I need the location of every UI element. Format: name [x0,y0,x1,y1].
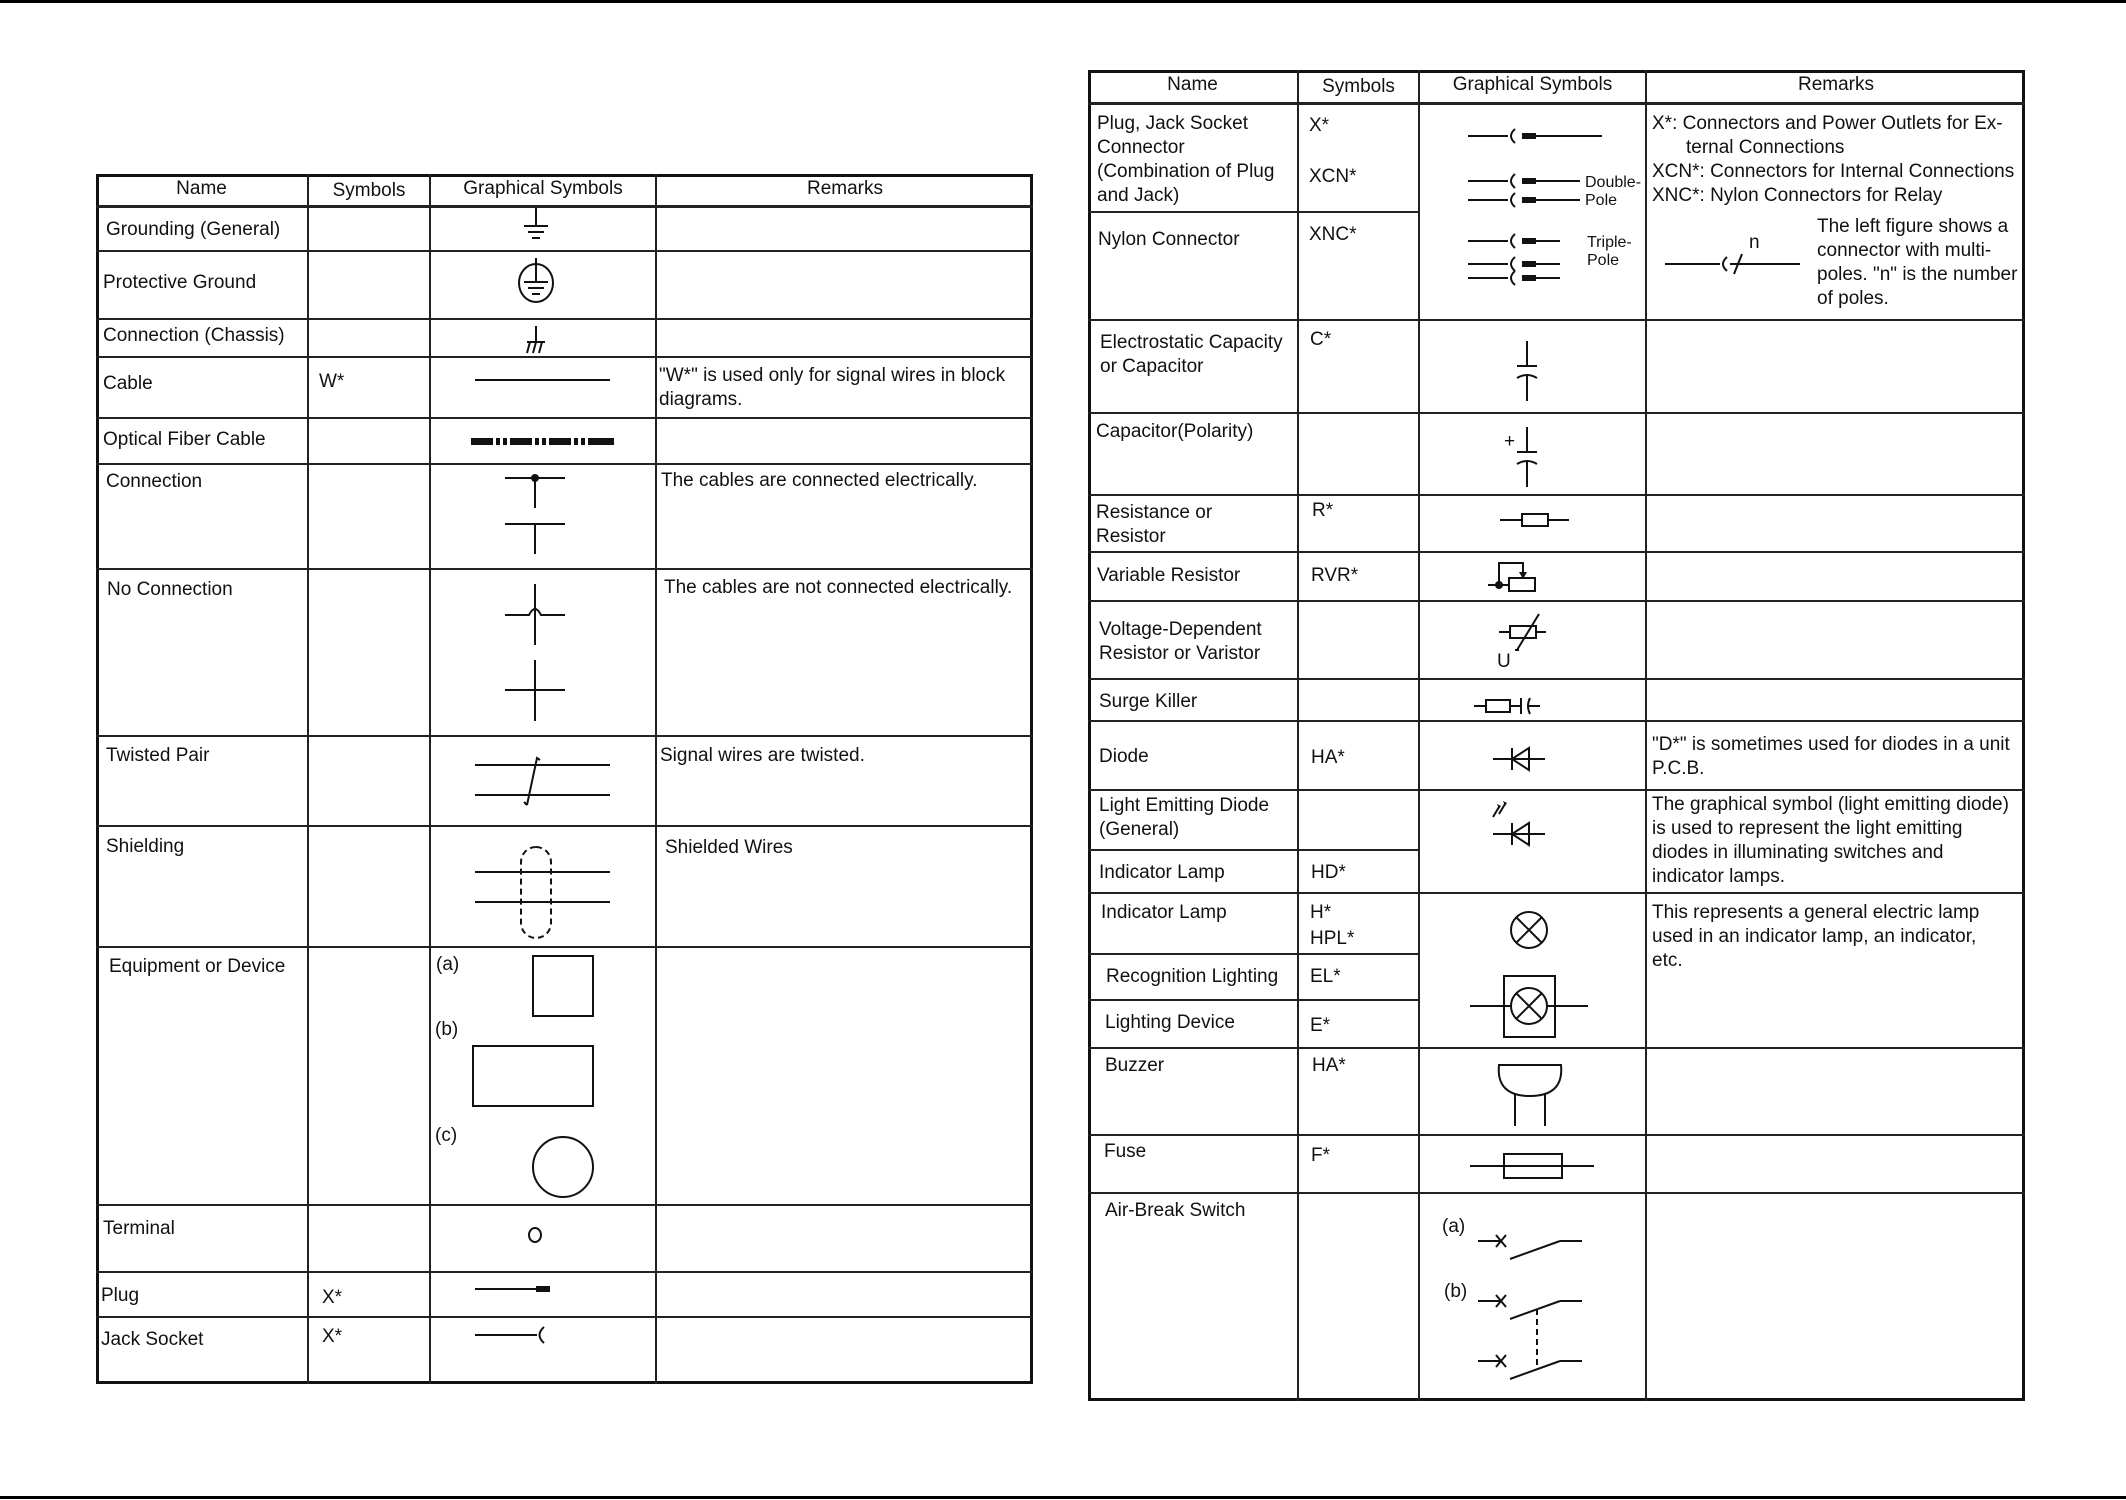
row-name: No Connection [107,579,233,600]
row-symbol: HPL* [1310,928,1355,949]
remark-line: XCN*: Connectors for Internal Connections [1652,161,2015,182]
equipment-label-b: (b) [435,1019,459,1040]
row-remark: "D*" is sometimes used for diodes in a unit P.C.B. [1652,734,2010,779]
double-pole-label [1585,174,1641,210]
equipment-label-a: (a) [436,954,460,975]
row-name: Connection (Chassis) [103,325,285,346]
row-symbol: HD* [1311,862,1346,883]
double-pole-label-1: Double- [1585,174,1642,191]
row-symbol: R* [1312,500,1334,521]
row-remark: The cables are not connected electrically. [664,577,1013,598]
header-graphical-symbols: Graphical Symbols [1452,74,1613,95]
row-name: Voltage-Dependent Resistor or Varistor [1099,619,1262,664]
row-name: Plug, Jack Socket Connector (Combination of Plug and Jack) [1097,113,1275,206]
row-symbol: H* [1310,902,1332,923]
header-remarks: Remarks [1797,74,1874,95]
double-pole-label-2: Pole [1585,192,1618,209]
row-name: Lighting Device [1105,1012,1235,1033]
multipole-remark: The left figure shows a connector with multi-poles. "n" is the number of poles. [1817,216,2018,309]
row-name: Equipment or Device [109,956,286,977]
triple-pole-label-1: Triple- [1587,234,1632,251]
row-symbol: C* [1310,329,1332,350]
remark-line: XNC*: Nylon Connectors for Relay [1652,185,1943,206]
row-name: Terminal [103,1218,175,1239]
row-name: Surge Killer [1099,691,1198,712]
connector-remark [1652,112,2022,208]
row-name: Recognition Lighting [1106,966,1279,987]
equipment-label-c: (c) [435,1125,458,1146]
row-name: Optical Fiber Cable [103,429,266,450]
poles-n-label: n [1749,232,1760,253]
row-symbol: X* [1309,115,1330,136]
row-symbol: HA* [1312,1055,1346,1076]
header-name: Name [1167,74,1218,95]
remark-line: X*: Connectors and Power Outlets for Ex- [1652,113,2003,134]
row-name: Protective Ground [103,272,257,293]
row-remark: Signal wires are twisted. [660,745,865,766]
row-remark: "W*" is used only for signal wires in block diagrams. [659,365,1006,410]
row-name: Fuse [1104,1141,1147,1162]
header-graphical-symbols: Graphical Symbols [463,178,623,199]
row-name: Light Emitting Diode (General) [1099,795,1270,840]
row-symbol: XNC* [1309,224,1357,245]
triple-pole-label-2: Pole [1587,252,1620,269]
row-name: Indicator Lamp [1101,902,1227,923]
air-break-switch-a-icon [0,0,1,1]
row-name: Nylon Connector [1098,229,1240,250]
row-name: Diode [1099,746,1149,767]
triple-pole-label [1587,234,1632,270]
row-name: Air-Break Switch [1105,1200,1246,1221]
row-remark: This represents a general electric lamp used in an indicator lamp, an indicator, etc. [1652,902,1980,971]
row-name: Electrostatic Capacity or Capacitor [1100,332,1283,377]
top-rule [0,0,2126,3]
varistor-u-label: U [1497,651,1511,672]
row-symbol: W* [319,371,345,392]
row-name: Jack Socket [101,1329,204,1350]
row-name: Twisted Pair [106,745,210,766]
row-symbol: X* [322,1287,343,1308]
row-name: Grounding (General) [106,219,281,240]
row-symbol: EL* [1310,966,1341,987]
polarity-plus: + [1504,431,1516,452]
row-symbol: RVR* [1311,565,1359,586]
row-name: Shielding [106,836,185,857]
row-name: Connection [106,471,203,492]
air-break-label-a: (a) [1442,1216,1466,1237]
row-symbol: XCN* [1309,166,1357,187]
row-name: Resistance or Resistor [1096,502,1213,547]
row-remark: The cables are connected electrically. [661,470,978,491]
row-name: Indicator Lamp [1099,862,1225,883]
row-symbol: E* [1310,1015,1331,1036]
row-remark: The graphical symbol (light emitting diode) is used to represent the light emitting diodes in illuminating switches and indicator lamps. [1652,794,2009,887]
row-name: Cable [103,373,153,394]
row-name: Buzzer [1105,1055,1165,1076]
header-remarks: Remarks [806,178,883,199]
header-symbols: Symbols [332,180,406,201]
row-name: Capacitor(Polarity) [1096,421,1254,442]
row-symbol: HA* [1311,747,1345,768]
row-name: Variable Resistor [1097,565,1241,586]
row-name: Plug [101,1285,140,1306]
row-symbol: X* [322,1326,343,1347]
remark-line: ternal Connections [1686,137,1845,158]
row-remark: Shielded Wires [665,837,793,858]
air-break-label-b: (b) [1444,1281,1468,1302]
header-symbols: Symbols [1322,76,1395,97]
header-name: Name [176,178,227,199]
row-symbol: F* [1311,1145,1330,1166]
bottom-rule [0,1496,2126,1499]
